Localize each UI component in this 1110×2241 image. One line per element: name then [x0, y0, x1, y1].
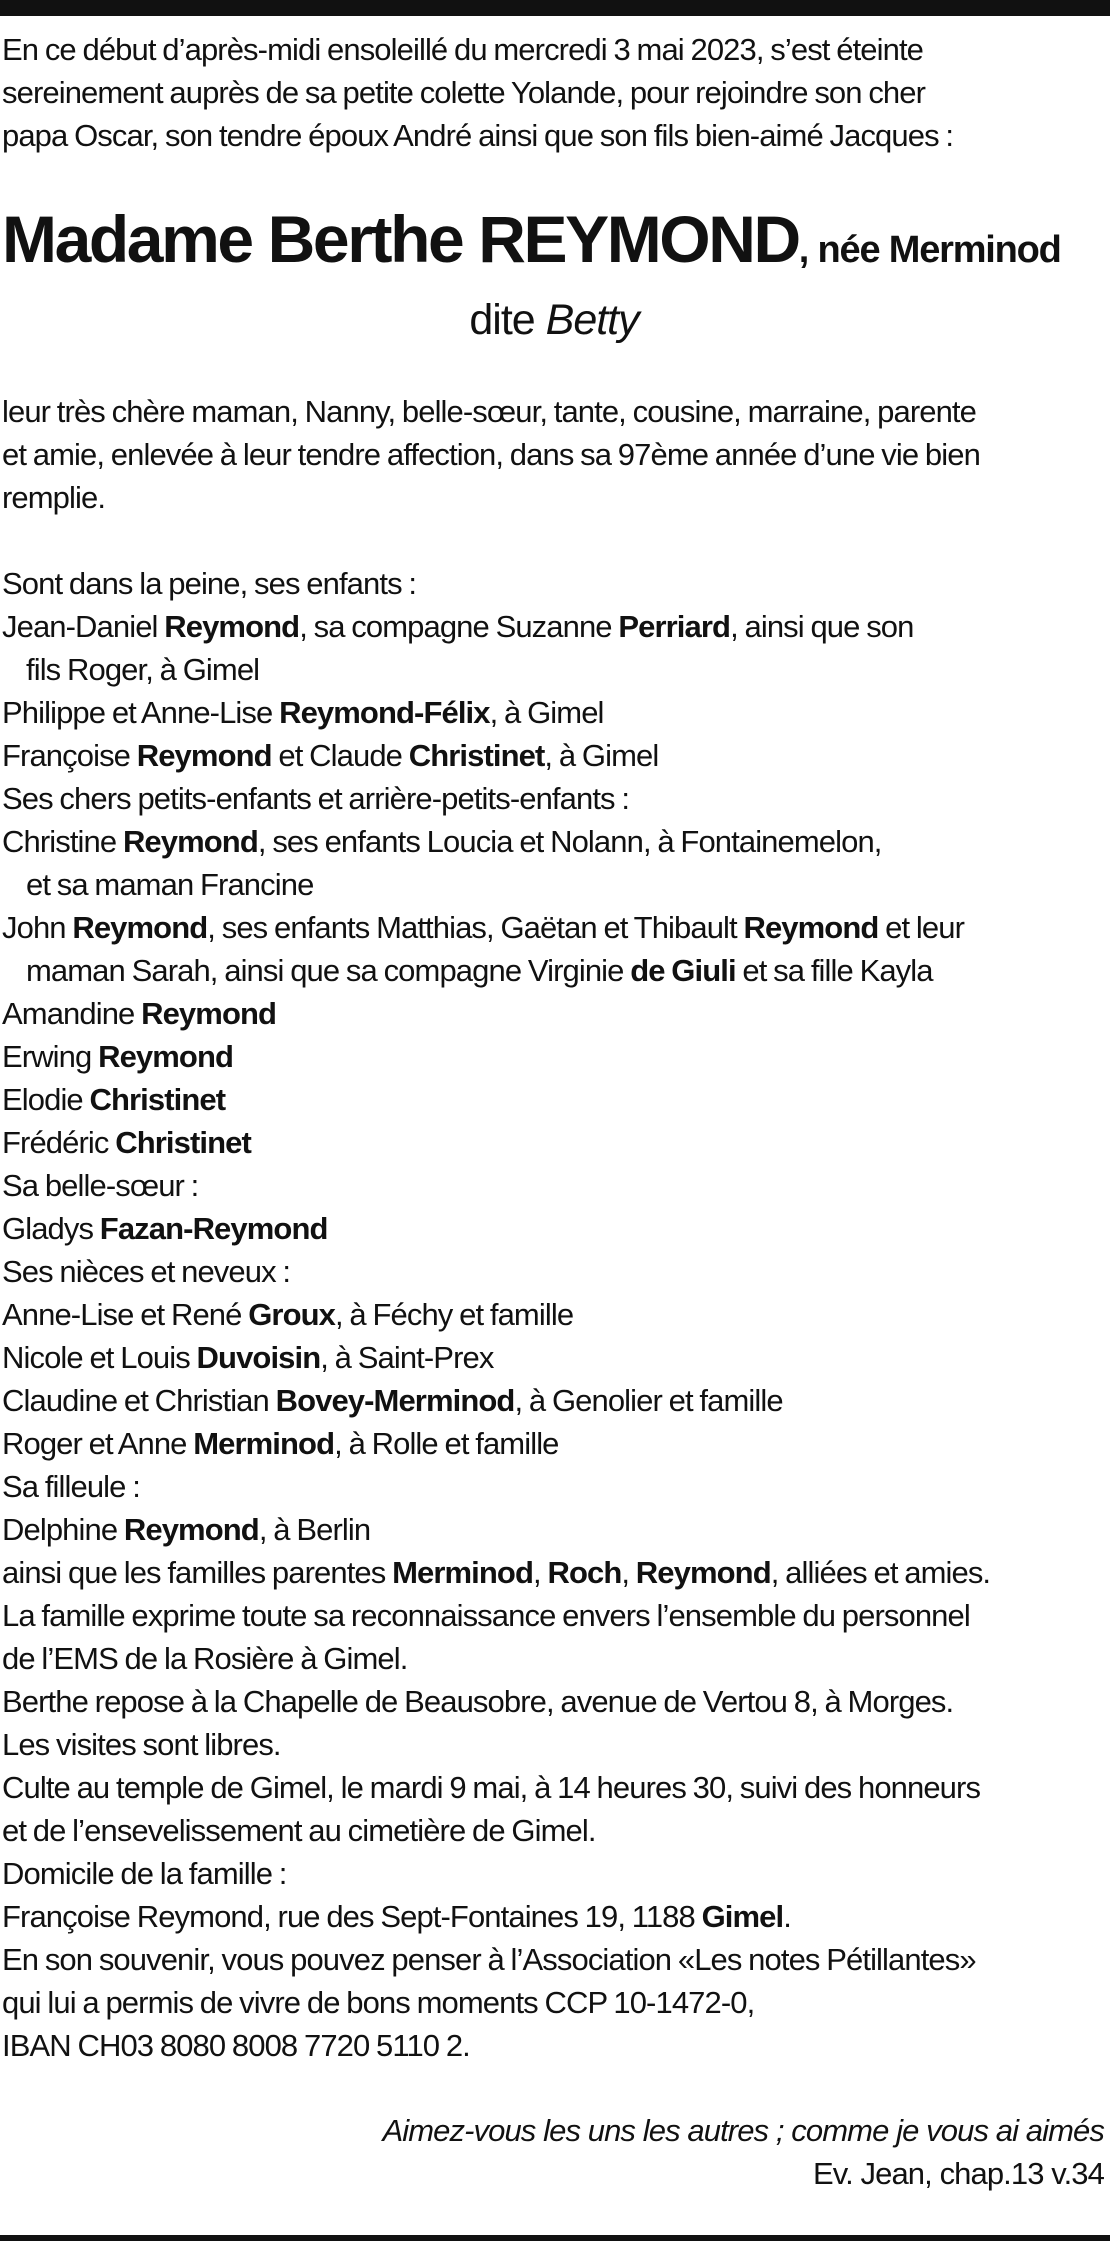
family-entry: Philippe et Anne-Lise Reymond-Félix, à Gimel — [2, 695, 604, 730]
grandchildren-heading: Ses chers petits-enfants et arrière-petits-enfants : — [2, 781, 630, 816]
home-heading: Domicile de la famille : — [2, 1856, 287, 1891]
family-entry: Delphine Reymond, à Berlin — [2, 1512, 371, 1547]
service-line: Culte au temple de Gimel, le mardi 9 mai, à 14 heures 30, suivi des honneurs — [2, 1770, 981, 1805]
bank-details: IBAN CH03 8080 8008 7720 5110 2. — [2, 2028, 470, 2063]
thanks-line: La famille exprime toute sa reconnaissance envers l’ensemble du personnel — [2, 1598, 970, 1633]
nieces-heading: Ses nièces et neveux : — [2, 1254, 291, 1289]
deceased-name-block — [2, 199, 1106, 348]
quote-reference: Ev. Jean, chap.13 v.34 — [813, 2156, 1104, 2191]
intro-paragraph — [2, 28, 1106, 157]
family-entry: Nicole et Louis Duvoisin, à Saint-Prex — [2, 1340, 494, 1375]
family-entry: Gladys Fazan-Reymond — [2, 1211, 328, 1246]
family-entry: Elodie Christinet — [2, 1082, 226, 1117]
description-line: leur très chère maman, Nanny, belle-sœur, tante, cousine, marraine, parente — [2, 394, 976, 429]
visits-line: Les visites sont libres. — [2, 1727, 281, 1762]
family-entry-continued: et sa maman Francine — [26, 867, 314, 902]
family-list — [2, 562, 1106, 1594]
family-entry: Claudine et Christian Bovey-Merminod, à Genolier et famille — [2, 1383, 783, 1418]
nickname-line — [2, 292, 1106, 348]
family-entry: Roger et Anne Merminod, à Rolle et famille — [2, 1426, 559, 1461]
family-entry: Anne-Lise et René Groux, à Féchy et famille — [2, 1297, 574, 1332]
family-entry: John Reymond, ses enfants Matthias, Gaëtan et Thibault Reymond et leur — [2, 910, 964, 945]
rest-line: Berthe repose à la Chapelle de Beausobre, avenue de Vertou 8, à Morges. — [2, 1684, 954, 1719]
memory-line: qui lui a permis de vivre de bons moments CCP 10-1472-0, — [2, 1985, 755, 2020]
bottom-rule — [0, 2235, 1110, 2241]
top-rule — [0, 0, 1110, 16]
practical-info — [2, 1594, 1106, 2067]
children-heading: Sont dans la peine, ses enfants : — [2, 566, 417, 601]
family-entry: Frédéric Christinet — [2, 1125, 251, 1160]
dite-prefix: dite — [469, 296, 546, 344]
thanks-line: de l’EMS de la Rosière à Gimel. — [2, 1641, 408, 1676]
family-entry: Christine Reymond, ses enfants Loucia et Nolann, à Fontainemelon, — [2, 824, 882, 859]
bible-quote — [2, 2109, 1106, 2195]
intro-line: papa Oscar, son tendre époux André ainsi que son fils bien-aimé Jacques : — [2, 118, 954, 153]
home-address: Françoise Reymond, rue des Sept-Fontaines 19, 1188 Gimel. — [2, 1899, 791, 1934]
quote-text: Aimez-vous les uns les autres ; comme je vous ai aimés — [382, 2113, 1104, 2148]
nickname: Betty — [545, 296, 639, 344]
family-entry-continued: maman Sarah, ainsi que sa compagne Virginie de Giuli et sa fille Kayla — [26, 953, 933, 988]
family-entry: Françoise Reymond et Claude Christinet, à Gimel — [2, 738, 659, 773]
memory-line: En son souvenir, vous pouvez penser à l’Association «Les notes Pétillantes» — [2, 1942, 976, 1977]
deceased-full-name: Madame Berthe REYMOND — [2, 202, 799, 276]
deceased-name — [2, 199, 1106, 290]
sister-in-law-heading: Sa belle-sœur : — [2, 1168, 199, 1203]
family-entry: Amandine Reymond — [2, 996, 277, 1031]
description-paragraph — [2, 390, 1106, 519]
maiden-name: , née Merminod — [798, 229, 1061, 271]
intro-line: sereinement auprès de sa petite colette Yolande, pour rejoindre son cher — [2, 75, 926, 110]
family-entry: Erwing Reymond — [2, 1039, 234, 1074]
family-entry-continued: fils Roger, à Gimel — [26, 652, 260, 687]
goddaughter-heading: Sa filleule : — [2, 1469, 140, 1504]
description-line: et amie, enlevée à leur tendre affection, dans sa 97ème année d’une vie bien — [2, 437, 980, 472]
service-line: et de l’ensevelissement au cimetière de Gimel. — [2, 1813, 596, 1848]
families-line: ainsi que les familles parentes Merminod, Roch, Reymond, alliées et amies. — [2, 1555, 991, 1590]
obituary-notice — [2, 28, 1106, 2195]
family-entry: Jean-Daniel Reymond, sa compagne Suzanne Perriard, ainsi que son — [2, 609, 914, 644]
description-line: remplie. — [2, 480, 106, 515]
intro-line: En ce début d’après-midi ensoleillé du mercredi 3 mai 2023, s’est éteinte — [2, 32, 924, 67]
